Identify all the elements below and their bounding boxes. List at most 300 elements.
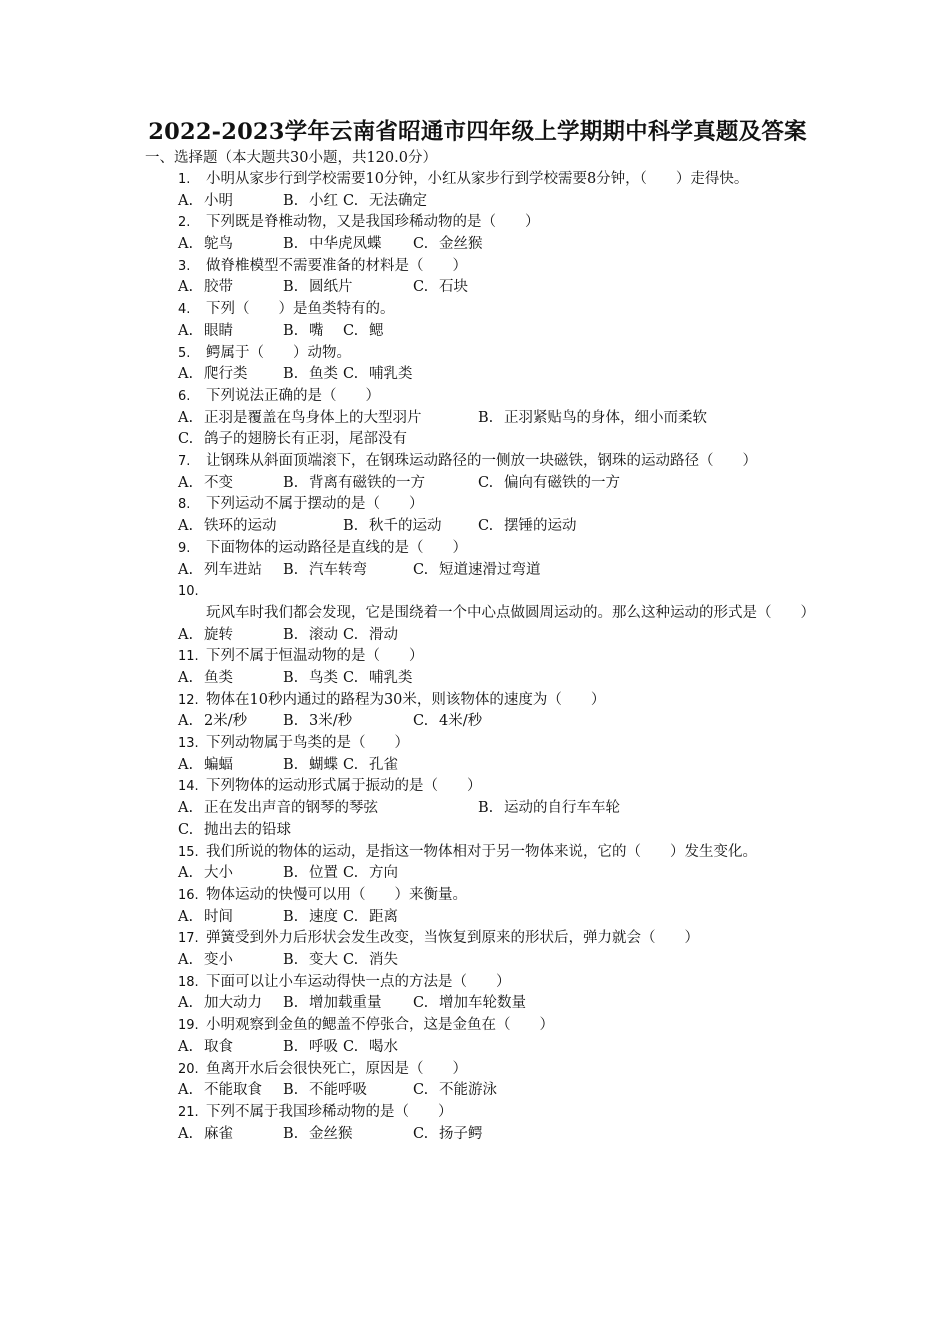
question-text: 弹簧受到外力后形状会发生改变，当恢复到原来的形状后，弹力就会（ ） bbox=[206, 930, 699, 947]
question-item bbox=[145, 494, 810, 537]
option-text: 孔雀 bbox=[369, 756, 398, 773]
option-text: 不能呼吸 bbox=[309, 1082, 367, 1099]
option-choice bbox=[343, 863, 398, 885]
question-text: 小明观察到金鱼的鳃盖不停张合，这是金鱼在（ ） bbox=[206, 1017, 554, 1034]
options-row bbox=[178, 429, 810, 451]
question-stem bbox=[178, 776, 810, 798]
option-text: 滑动 bbox=[369, 626, 398, 643]
question-number: 11. bbox=[178, 649, 199, 665]
option-choice bbox=[283, 191, 338, 213]
question-item bbox=[145, 386, 810, 451]
question-stem bbox=[178, 256, 810, 278]
question-stem bbox=[178, 885, 810, 907]
option-label: A. bbox=[178, 1082, 194, 1099]
option-choice bbox=[478, 408, 707, 430]
option-choice bbox=[178, 429, 407, 451]
option-choice bbox=[283, 1037, 338, 1059]
option-label: A. bbox=[178, 409, 194, 426]
option-text: 旋转 bbox=[204, 626, 233, 643]
option-choice bbox=[343, 907, 398, 929]
option-text: 滚动 bbox=[309, 626, 338, 643]
option-label: C. bbox=[413, 713, 429, 730]
option-text: 短道速滑过弯道 bbox=[439, 561, 541, 578]
option-text: 运动的自行车车轮 bbox=[504, 800, 620, 817]
option-label: C. bbox=[413, 236, 429, 253]
question-number: 16. bbox=[178, 887, 199, 903]
option-choice bbox=[178, 798, 378, 820]
question-text: 物体在10秒内通过的路程为30米，则该物体的速度为（ ） bbox=[206, 691, 606, 708]
option-label: C. bbox=[343, 192, 359, 209]
question-text: 下列运动不属于摆动的是（ ） bbox=[206, 496, 424, 513]
question-text: 鱼离开水后会很快死亡，原因是（ ） bbox=[206, 1060, 467, 1077]
question-stem bbox=[178, 690, 810, 712]
option-text: 正羽是覆盖在鸟身体上的大型羽片 bbox=[204, 409, 422, 426]
option-label: B. bbox=[283, 322, 299, 339]
option-text: 方向 bbox=[369, 865, 398, 882]
option-label: A. bbox=[178, 322, 194, 339]
option-choice bbox=[283, 277, 353, 299]
option-text: 增加载重量 bbox=[309, 995, 382, 1012]
question-number: 15. bbox=[178, 844, 199, 860]
question-stem bbox=[178, 451, 810, 473]
option-label: A. bbox=[178, 670, 194, 686]
option-choice bbox=[283, 668, 338, 690]
question-text: 玩风车时我们都会发现，它是围绕着一个中心点做圆周运动的。那么这种运动的形式是（ ） bbox=[206, 604, 815, 621]
option-text: 哺乳类 bbox=[369, 366, 413, 383]
option-text: 正在发出声音的钢琴的琴弦 bbox=[204, 800, 378, 817]
option-choice bbox=[283, 863, 338, 885]
options-row bbox=[178, 755, 810, 777]
option-label: C. bbox=[413, 1082, 429, 1099]
option-choice bbox=[178, 321, 233, 343]
option-label: B. bbox=[478, 409, 494, 426]
question-number: 19. bbox=[178, 1018, 199, 1034]
option-text: 爬行类 bbox=[204, 366, 248, 383]
question-item bbox=[145, 451, 810, 494]
option-text: 距离 bbox=[369, 908, 398, 925]
document-page bbox=[145, 116, 815, 1145]
option-text: 秋千的运动 bbox=[369, 518, 442, 535]
question-stem bbox=[178, 1102, 810, 1124]
option-choice bbox=[478, 473, 620, 495]
question-item bbox=[145, 1015, 810, 1058]
question-number: 12. bbox=[178, 692, 199, 708]
options-row bbox=[178, 668, 810, 690]
option-choice bbox=[283, 234, 382, 256]
option-label: A. bbox=[178, 952, 194, 969]
question-item bbox=[145, 256, 810, 299]
options-row bbox=[178, 560, 810, 582]
option-choice bbox=[478, 516, 577, 538]
option-choice bbox=[343, 191, 427, 213]
option-label: B. bbox=[283, 670, 299, 686]
option-label: C. bbox=[178, 431, 194, 448]
option-label: A. bbox=[178, 366, 194, 383]
option-label: A. bbox=[178, 474, 194, 491]
question-text: 鳄属于（ ）动物。 bbox=[206, 344, 351, 361]
question-text: 让钢珠从斜面顶端滚下，在钢珠运动路径的一侧放一块磁铁，钢珠的运动路径（ ） bbox=[206, 453, 757, 470]
question-number: 5. bbox=[178, 345, 191, 361]
option-choice bbox=[178, 516, 277, 538]
option-label: C. bbox=[343, 626, 359, 643]
option-label: B. bbox=[343, 518, 359, 535]
question-text: 做脊椎模型不需要准备的材料是（ ） bbox=[206, 257, 467, 274]
option-text: 汽车转弯 bbox=[309, 561, 367, 578]
question-stem bbox=[178, 972, 810, 994]
question-item bbox=[145, 842, 810, 885]
option-text: 不能游泳 bbox=[439, 1082, 497, 1099]
question-number: 21. bbox=[178, 1104, 199, 1120]
option-text: 列车进站 bbox=[204, 561, 262, 578]
option-label: A. bbox=[178, 1038, 194, 1055]
option-text: 哺乳类 bbox=[369, 670, 413, 686]
option-choice bbox=[413, 993, 526, 1015]
question-item bbox=[145, 776, 810, 841]
options-row bbox=[178, 1080, 810, 1102]
question-text: 物体运动的快慢可以用（ ）来衡量。 bbox=[206, 886, 467, 903]
options-row bbox=[178, 863, 810, 885]
question-item bbox=[145, 1059, 810, 1102]
option-choice bbox=[178, 863, 233, 885]
option-choice bbox=[178, 277, 233, 299]
option-label: B. bbox=[283, 995, 299, 1012]
option-label: C. bbox=[413, 279, 429, 296]
option-choice bbox=[178, 625, 233, 647]
question-text: 下列（ ）是鱼类特有的。 bbox=[206, 301, 395, 318]
option-text: 鳃 bbox=[369, 322, 384, 339]
option-choice bbox=[413, 277, 468, 299]
question-number: 20. bbox=[178, 1061, 199, 1077]
question-item bbox=[145, 928, 810, 971]
question-text: 下列说法正确的是（ ） bbox=[206, 387, 380, 404]
option-label: C. bbox=[343, 670, 359, 686]
option-label: B. bbox=[283, 713, 299, 730]
option-choice bbox=[343, 1037, 398, 1059]
option-choice bbox=[413, 1080, 497, 1102]
document-title: 2022-2023学年云南省昭通市四年级上学期期中科学真题及答案 bbox=[148, 119, 807, 145]
question-number: 8. bbox=[178, 497, 191, 513]
option-text: 消失 bbox=[369, 952, 398, 969]
option-choice bbox=[178, 1037, 233, 1059]
option-choice bbox=[283, 560, 367, 582]
options-row bbox=[178, 408, 810, 430]
options-row bbox=[178, 191, 810, 213]
option-label: B. bbox=[283, 1125, 299, 1142]
option-choice bbox=[283, 1124, 353, 1146]
question-item bbox=[145, 212, 810, 255]
option-choice bbox=[178, 560, 262, 582]
option-choice bbox=[178, 711, 247, 733]
option-label: B. bbox=[283, 366, 299, 383]
option-text: 小红 bbox=[309, 192, 338, 209]
option-choice bbox=[283, 364, 338, 386]
options-row bbox=[178, 234, 810, 256]
question-text: 小明从家步行到学校需要10分钟，小红从家步行到学校需要8分钟，（ ）走得快。 bbox=[206, 171, 749, 187]
option-text: 加大动力 bbox=[204, 995, 262, 1012]
option-text: 鸽子的翅膀长有正羽，尾部没有 bbox=[204, 431, 407, 448]
question-text: 下列不属于恒温动物的是（ ） bbox=[206, 648, 424, 665]
question-text: 下列动物属于鸟类的是（ ） bbox=[206, 735, 409, 752]
option-label: A. bbox=[178, 279, 194, 296]
option-label: A. bbox=[178, 908, 194, 925]
option-label: B. bbox=[283, 952, 299, 969]
option-text: 蝙蝠 bbox=[204, 756, 233, 773]
question-number: 7. bbox=[178, 454, 191, 470]
question-number: 9. bbox=[178, 540, 191, 556]
option-label: B. bbox=[283, 279, 299, 296]
option-label: A. bbox=[178, 561, 194, 578]
question-stem bbox=[178, 733, 810, 755]
option-choice bbox=[283, 950, 338, 972]
option-choice bbox=[178, 907, 233, 929]
option-label: A. bbox=[178, 713, 194, 730]
option-choice bbox=[343, 625, 398, 647]
question-stem bbox=[178, 169, 810, 191]
option-choice bbox=[178, 950, 233, 972]
option-label: A. bbox=[178, 1125, 194, 1142]
option-label: B. bbox=[283, 1038, 299, 1055]
question-stem bbox=[178, 386, 810, 408]
option-text: 4米/秒 bbox=[439, 713, 483, 730]
options-row bbox=[178, 364, 810, 386]
options-row bbox=[178, 321, 810, 343]
option-label: C. bbox=[413, 1125, 429, 1142]
option-choice bbox=[283, 993, 382, 1015]
option-label: C. bbox=[413, 561, 429, 578]
option-label: C. bbox=[478, 518, 494, 535]
options-row bbox=[178, 625, 810, 647]
option-text: 时间 bbox=[204, 908, 233, 925]
option-label: B. bbox=[283, 865, 299, 882]
options-row bbox=[178, 473, 810, 495]
option-choice bbox=[478, 798, 620, 820]
option-text: 不能取食 bbox=[204, 1082, 262, 1099]
option-choice bbox=[343, 364, 413, 386]
question-item bbox=[145, 885, 810, 928]
option-label: A. bbox=[178, 995, 194, 1012]
question-text: 下列物体的运动形式属于振动的是（ ） bbox=[206, 778, 482, 795]
option-label: C. bbox=[413, 995, 429, 1012]
question-text: 下列既是脊椎动物，又是我国珍稀动物的是（ ） bbox=[206, 214, 540, 231]
option-label: B. bbox=[283, 474, 299, 491]
option-label: A. bbox=[178, 626, 194, 643]
option-text: 小明 bbox=[204, 192, 233, 209]
question-number: 6. bbox=[178, 388, 191, 404]
option-choice bbox=[343, 668, 413, 690]
option-text: 金丝猴 bbox=[309, 1125, 353, 1142]
options-row bbox=[178, 277, 810, 299]
option-choice bbox=[343, 516, 442, 538]
option-text: 嘴 bbox=[309, 322, 324, 339]
option-label: C. bbox=[343, 952, 359, 969]
option-text: 位置 bbox=[309, 865, 338, 882]
option-choice bbox=[283, 321, 324, 343]
question-item bbox=[145, 1102, 810, 1145]
option-choice bbox=[178, 820, 291, 842]
option-text: 扬子鳄 bbox=[439, 1125, 483, 1142]
option-text: 鱼类 bbox=[204, 670, 233, 686]
option-choice bbox=[283, 907, 338, 929]
option-choice bbox=[178, 234, 233, 256]
question-stem bbox=[178, 343, 810, 365]
option-text: 速度 bbox=[309, 908, 338, 925]
question-item bbox=[145, 646, 810, 689]
question-text: 下面可以让小车运动得快一点的方法是（ ） bbox=[206, 973, 511, 990]
option-text: 变大 bbox=[309, 952, 338, 969]
option-text: 偏向有磁铁的一方 bbox=[504, 474, 620, 491]
options-row bbox=[178, 711, 810, 733]
option-text: 中华虎凤蝶 bbox=[309, 236, 382, 253]
option-label: B. bbox=[283, 908, 299, 925]
option-choice bbox=[343, 950, 398, 972]
question-item bbox=[145, 972, 810, 1015]
question-number: 18. bbox=[178, 974, 199, 990]
question-number: 17. bbox=[178, 931, 199, 947]
question-number: 4. bbox=[178, 302, 191, 318]
option-choice bbox=[413, 711, 482, 733]
options-row bbox=[178, 1124, 810, 1146]
question-stem bbox=[178, 646, 810, 668]
question-number: 3. bbox=[178, 258, 191, 274]
option-choice bbox=[178, 473, 233, 495]
option-choice bbox=[283, 473, 425, 495]
option-label: C. bbox=[178, 821, 194, 838]
option-text: 铁环的运动 bbox=[204, 518, 277, 535]
option-text: 背离有磁铁的一方 bbox=[309, 474, 425, 491]
option-text: 圆纸片 bbox=[309, 279, 353, 296]
option-label: B. bbox=[283, 756, 299, 773]
option-text: 石块 bbox=[439, 279, 468, 296]
option-label: A. bbox=[178, 518, 194, 535]
option-label: C. bbox=[343, 908, 359, 925]
option-label: B. bbox=[283, 192, 299, 209]
question-item bbox=[145, 343, 810, 386]
option-text: 喝水 bbox=[369, 1038, 398, 1055]
question-stem bbox=[178, 1015, 810, 1037]
option-choice bbox=[178, 1124, 233, 1146]
option-choice bbox=[413, 1124, 483, 1146]
question-stem bbox=[178, 538, 810, 560]
question-text: 下面物体的运动路径是直线的是（ ） bbox=[206, 539, 467, 556]
question-stem bbox=[178, 494, 810, 516]
question-stem bbox=[178, 212, 810, 234]
options-row bbox=[178, 798, 810, 820]
option-label: B. bbox=[283, 1082, 299, 1099]
option-label: A. bbox=[178, 236, 194, 253]
option-label: A. bbox=[178, 192, 194, 209]
option-text: 取食 bbox=[204, 1038, 233, 1055]
question-number: 13. bbox=[178, 736, 199, 752]
question-stem bbox=[178, 928, 810, 950]
option-label: A. bbox=[178, 800, 194, 817]
option-text: 大小 bbox=[204, 865, 233, 882]
option-text: 麻雀 bbox=[204, 1125, 233, 1142]
option-text: 胶带 bbox=[204, 279, 233, 296]
options-row bbox=[178, 516, 810, 538]
options-row bbox=[178, 907, 810, 929]
option-choice bbox=[283, 1080, 367, 1102]
option-choice bbox=[343, 755, 398, 777]
option-label: C. bbox=[343, 322, 359, 339]
option-choice bbox=[283, 711, 352, 733]
option-text: 鸵鸟 bbox=[204, 236, 233, 253]
option-label: A. bbox=[178, 756, 194, 773]
question-number: 10. bbox=[178, 584, 199, 600]
option-choice bbox=[178, 191, 233, 213]
option-choice bbox=[178, 993, 262, 1015]
option-text: 正羽紧贴鸟的身体，细小而柔软 bbox=[504, 409, 707, 426]
option-choice bbox=[413, 560, 541, 582]
option-label: B. bbox=[283, 561, 299, 578]
option-text: 摆锤的运动 bbox=[504, 518, 577, 535]
option-text: 抛出去的铅球 bbox=[204, 821, 291, 838]
option-choice bbox=[283, 755, 338, 777]
question-stem bbox=[178, 299, 810, 321]
option-text: 不变 bbox=[204, 474, 233, 491]
question-stem bbox=[178, 842, 810, 864]
question-item bbox=[145, 581, 815, 646]
option-label: C. bbox=[478, 474, 494, 491]
option-text: 增加车轮数量 bbox=[439, 995, 526, 1012]
section-heading: 一、选择题（本大题共30小题，共120.0分） bbox=[145, 150, 437, 166]
question-number: 14. bbox=[178, 779, 199, 795]
option-text: 金丝猴 bbox=[439, 236, 483, 253]
option-choice bbox=[178, 1080, 262, 1102]
option-choice bbox=[178, 755, 233, 777]
option-choice bbox=[178, 668, 233, 690]
option-text: 呼吸 bbox=[309, 1038, 338, 1055]
options-row bbox=[178, 950, 810, 972]
option-text: 变小 bbox=[204, 952, 233, 969]
options-row bbox=[178, 1037, 810, 1059]
question-item bbox=[145, 690, 810, 733]
option-label: C. bbox=[343, 366, 359, 383]
question-item bbox=[145, 169, 810, 212]
question-text: 下列不属于我国珍稀动物的是（ ） bbox=[206, 1103, 453, 1120]
option-label: C. bbox=[343, 756, 359, 773]
option-text: 3米/秒 bbox=[309, 713, 353, 730]
option-text: 无法确定 bbox=[369, 192, 427, 209]
question-number: 1. bbox=[178, 172, 191, 187]
question-stem bbox=[178, 1059, 810, 1081]
option-label: A. bbox=[178, 865, 194, 882]
option-label: B. bbox=[283, 626, 299, 643]
option-text: 眼睛 bbox=[204, 322, 233, 339]
option-text: 2米/秒 bbox=[204, 713, 248, 730]
option-text: 鸟类 bbox=[309, 670, 338, 686]
option-label: C. bbox=[343, 865, 359, 882]
options-row bbox=[178, 820, 810, 842]
option-text: 蝴蝶 bbox=[309, 756, 338, 773]
option-label: B. bbox=[478, 800, 494, 817]
question-item bbox=[145, 538, 810, 581]
option-choice bbox=[178, 364, 248, 386]
question-text: 我们所说的物体的运动，是指这一物体相对于另一物体来说，它的（ ）发生变化。 bbox=[206, 843, 757, 860]
option-label: B. bbox=[283, 236, 299, 253]
question-number: 2. bbox=[178, 215, 191, 231]
option-choice bbox=[413, 234, 483, 256]
option-choice bbox=[283, 625, 338, 647]
option-text: 鱼类 bbox=[309, 366, 338, 383]
option-label: C. bbox=[343, 1038, 359, 1055]
question-stem bbox=[178, 581, 815, 624]
question-list bbox=[145, 169, 815, 1145]
options-row bbox=[178, 993, 810, 1015]
question-item bbox=[145, 299, 810, 342]
question-item bbox=[145, 733, 810, 776]
option-choice bbox=[178, 408, 422, 430]
option-choice bbox=[343, 321, 384, 343]
